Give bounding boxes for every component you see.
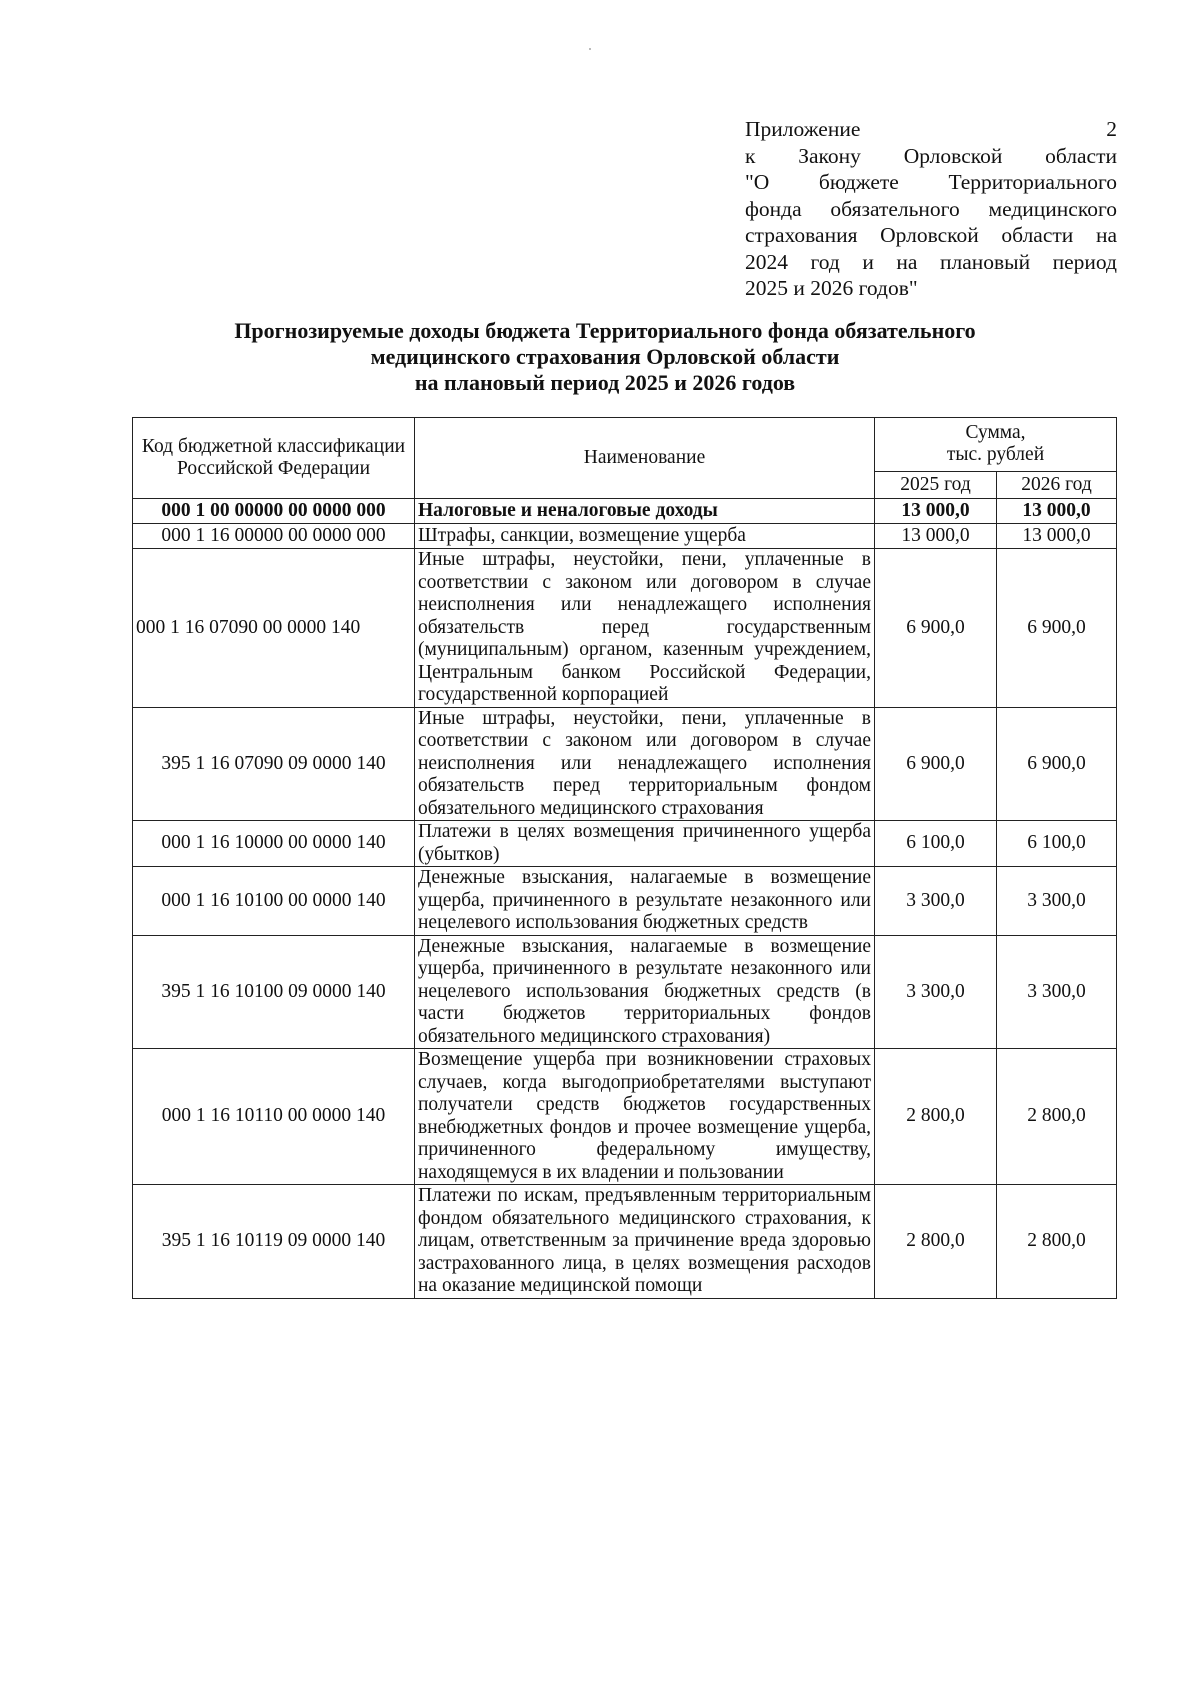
row-value-2025: 6 100,0 — [875, 821, 997, 867]
header-sum-label: Сумма, — [965, 421, 1026, 443]
table-row — [133, 821, 1117, 867]
table-row — [133, 499, 1117, 524]
row-value-2026: 13 000,0 — [997, 499, 1117, 524]
row-code: 395 1 16 10100 09 0000 140 — [133, 935, 415, 1049]
table-row — [133, 867, 1117, 936]
row-value-2026: 2 800,0 — [997, 1049, 1117, 1185]
row-code: 395 1 16 10119 09 0000 140 — [133, 1185, 415, 1299]
row-name: Иные штрафы, неустойки, пени, уплаченные в соответствии с законом или договором в случае неисполнения или ненадлежащего исполнения обязательств перед территориальным фондом обязательного медицинского страхования — [415, 707, 875, 821]
scan-speck — [589, 48, 591, 50]
row-code: 395 1 16 07090 09 0000 140 — [133, 707, 415, 821]
row-name: Денежные взыскания, налагаемые в возмещение ущерба, причиненного в результате незаконного или нецелевого использования бюджетных средств — [415, 867, 875, 936]
appendix-line: 2025 и 2026 годов" — [745, 276, 918, 300]
row-name: Платежи в целях возмещения причиненного ущерба (убытков) — [415, 821, 875, 867]
row-value-2026: 2 800,0 — [997, 1185, 1117, 1299]
table-row — [133, 549, 1117, 708]
row-value-2026: 3 300,0 — [997, 867, 1117, 936]
row-value-2025: 2 800,0 — [875, 1185, 997, 1299]
table-row — [133, 707, 1117, 821]
row-value-2026: 6 900,0 — [997, 707, 1117, 821]
row-value-2026: 13 000,0 — [997, 524, 1117, 549]
header-sum-unit: тыс. рублей — [946, 444, 1045, 466]
header-code: Код бюджетной классификации Российской Федерации — [133, 418, 415, 499]
row-value-2026: 3 300,0 — [997, 935, 1117, 1049]
row-value-2025: 2 800,0 — [875, 1049, 997, 1185]
appendix-line: "О бюджете Территориального — [745, 170, 1117, 194]
table-row — [133, 935, 1117, 1049]
row-value-2025: 3 300,0 — [875, 867, 997, 936]
header-year-2026: 2026 год — [997, 471, 1117, 498]
row-code: 000 1 16 07090 00 0000 140 — [133, 549, 415, 708]
row-name: Платежи по искам, предъявленным территориальным фондом обязательного медицинского страхования, к лицам, ответственным за причинение вреда здоровью застрахованного лица, в целях возмещения расходов на оказание медицинской помощи — [415, 1185, 875, 1299]
row-value-2026: 6 900,0 — [997, 549, 1117, 708]
revenue-table — [132, 417, 1117, 1299]
title-line: медицинского страхования Орловской области — [370, 344, 840, 369]
row-code: 000 1 16 10100 00 0000 140 — [133, 867, 415, 936]
appendix-note — [745, 116, 1117, 302]
appendix-line: фонда обязательного медицинского — [745, 196, 1117, 221]
title-line: на плановый период 2025 и 2026 годов — [414, 370, 796, 395]
row-name: Иные штрафы, неустойки, пени, уплаченные в соответствии с законом или договором в случае неисполнения или ненадлежащего исполнения обязательств перед государственным (муниципальным) органом, казенным учреждением, Центральным банком Российской Федерации, государственной корпорацией — [415, 549, 875, 708]
document-title — [130, 318, 1080, 396]
row-code: 000 1 16 00000 00 0000 000 — [133, 524, 415, 549]
table-row — [133, 1049, 1117, 1185]
header-year-2025: 2025 год — [875, 471, 997, 498]
table-row — [133, 524, 1117, 549]
row-name: Денежные взыскания, налагаемые в возмещение ущерба, причиненного в результате незаконного или нецелевого использования бюджетных средств (в части бюджетов территориальных фондов обязательного медицинского страхования) — [415, 935, 875, 1049]
table-row — [133, 1185, 1117, 1299]
row-value-2025: 13 000,0 — [875, 499, 997, 524]
row-name: Налоговые и неналоговые доходы — [415, 499, 875, 524]
header-sum — [875, 418, 1117, 472]
row-name: Возмещение ущерба при возникновении страховых случаев, когда выгодоприобретателями выступают получатели средств бюджетов государственных внебюджетных фондов и прочее возмещение ущерба, причиненного федеральному имуществу, находящемуся в их владении и пользовании — [415, 1049, 875, 1185]
row-value-2025: 13 000,0 — [875, 524, 997, 549]
appendix-line: страхования Орловской области на — [745, 223, 1117, 247]
row-value-2025: 6 900,0 — [875, 707, 997, 821]
row-code: 000 1 16 10110 00 0000 140 — [133, 1049, 415, 1185]
row-value-2025: 3 300,0 — [875, 935, 997, 1049]
appendix-line: 2024 год и на плановый период — [745, 249, 1117, 274]
appendix-line: Приложение 2 — [745, 117, 1117, 141]
row-code: 000 1 16 10000 00 0000 140 — [133, 821, 415, 867]
row-value-2026: 6 100,0 — [997, 821, 1117, 867]
header-name: Наименование — [415, 418, 875, 499]
appendix-line: к Закону Орловской области — [745, 143, 1117, 168]
title-line: Прогнозируемые доходы бюджета Территориального фонда обязательного — [234, 318, 976, 343]
row-value-2025: 6 900,0 — [875, 549, 997, 708]
row-code: 000 1 00 00000 00 0000 000 — [133, 499, 415, 524]
row-name: Штрафы, санкции, возмещение ущерба — [415, 524, 875, 549]
